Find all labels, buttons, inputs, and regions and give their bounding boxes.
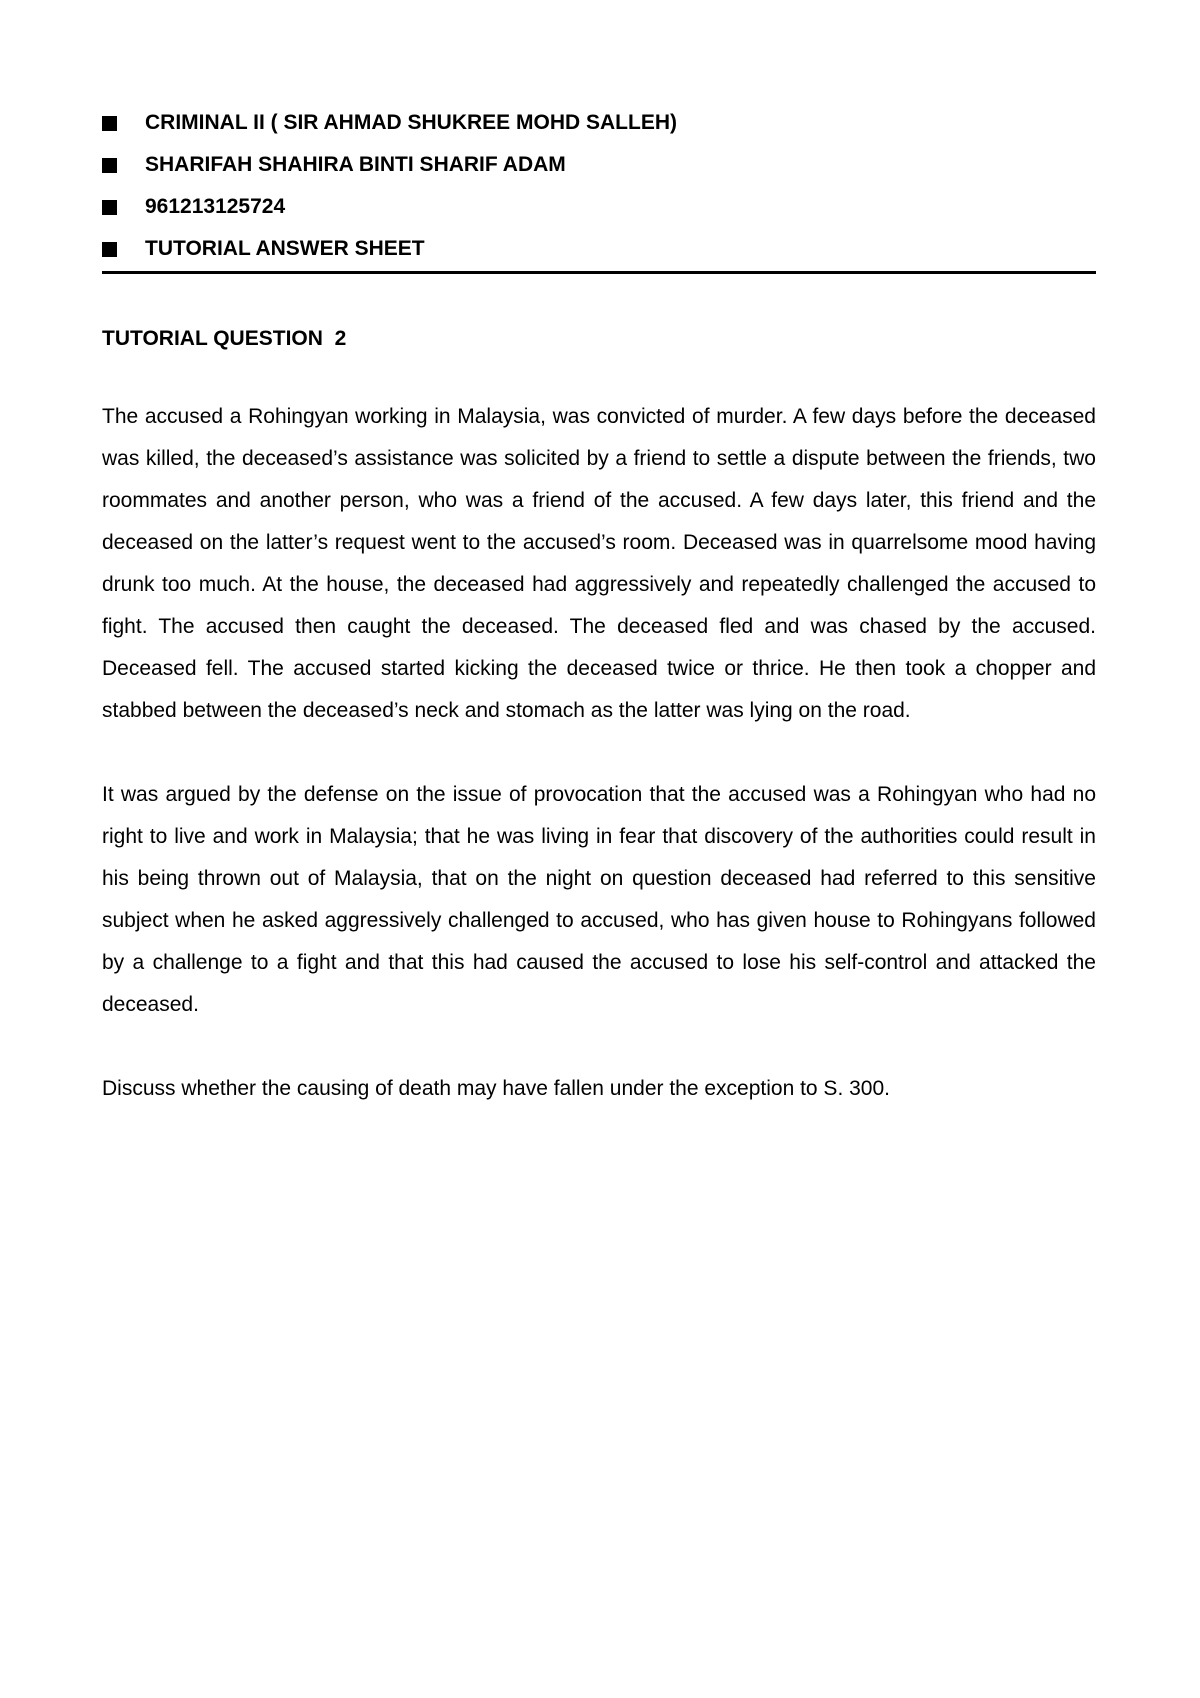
header-item-label: 961213125724 [145, 195, 286, 218]
question-paragraph-defense: It was argued by the defense on the issue of provocation that the accused was a Rohingyan who had no right to live and work in Malaysia; that he was living in fear that discovery of the authorities could result in his being thrown out of Malaysia, that on the night on question deceased had referred to this sensitive subject when he asked aggressively challenged to accused, who has given house to Rohingyans followed by a challenge to a fight and that this had caused the accused to lose his self-control and attacked the deceased. [102, 783, 1096, 1016]
square-bullet-icon [102, 242, 117, 257]
square-bullet-icon [102, 200, 117, 215]
header-item-course [102, 102, 1096, 144]
header-item-student-id [102, 186, 1096, 228]
square-bullet-icon [102, 116, 117, 131]
header-item-label: CRIMINAL II ( SIR AHMAD SHUKREE MOHD SALLEH) [145, 111, 677, 134]
header-item-student-name [102, 144, 1096, 186]
header-item-sheet-type [102, 228, 1096, 270]
question-title: TUTORIAL QUESTION 2 [102, 327, 347, 350]
square-bullet-icon [102, 158, 117, 173]
header-item-label: TUTORIAL ANSWER SHEET [145, 237, 425, 260]
question-paragraph-task: Discuss whether the causing of death may have fallen under the exception to S. 300. [102, 1077, 890, 1100]
header-list [102, 102, 1096, 270]
header-item-label: SHARIFAH SHAHIRA BINTI SHARIF ADAM [145, 153, 566, 176]
header-divider [102, 271, 1096, 274]
document-page [102, 102, 1096, 1110]
question-paragraph-facts: The accused a Rohingyan working in Malaysia, was convicted of murder. A few days before the deceased was killed, the deceased’s assistance was solicited by a friend to settle a dispute between the friends, two roommates and another person, who was a friend of the accused. A few days later, this friend and the deceased on the latter’s request went to the accused’s room. Deceased was in quarrelsome mood having drunk too much. At the house, the deceased had aggressively and repeatedly challenged the accused to fight. The accused then caught the deceased. The deceased fled and was chased by the accused. Deceased fell. The accused started kicking the deceased twice or thrice. He then took a chopper and stabbed between the deceased’s neck and stomach as the latter was lying on the road. [102, 405, 1096, 722]
